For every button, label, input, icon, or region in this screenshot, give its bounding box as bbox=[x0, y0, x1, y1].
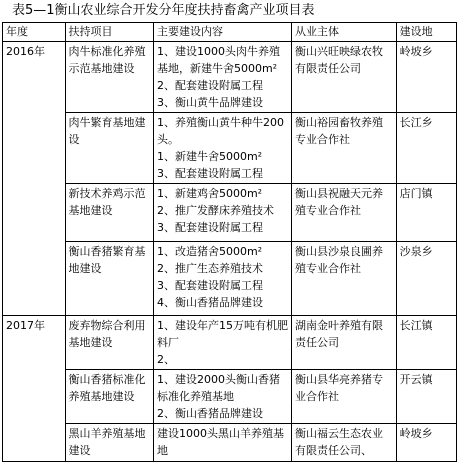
project-cell: 废弃物综合利用基地建设 bbox=[65, 316, 153, 370]
header-content: 主要建设内容 bbox=[153, 23, 291, 42]
site-cell: 店门镇 bbox=[396, 184, 456, 242]
site-cell: 沙泉乡 bbox=[396, 242, 456, 316]
project-cell: 黑山羊养殖基地建设 bbox=[65, 424, 153, 462]
content-cell: 1、建设2000头衡山香猪标准化养殖基地 2、衡山香猪品牌建设 bbox=[153, 370, 291, 424]
content-cell: 建设1000头黑山羊养殖基地 bbox=[153, 424, 291, 462]
site-cell: 岭坡乡 bbox=[396, 424, 456, 462]
table-row bbox=[3, 424, 457, 462]
entity-cell: 衡山县华亮养猪专业合作社 bbox=[291, 370, 396, 424]
table-row bbox=[3, 316, 457, 370]
projects-table bbox=[2, 22, 457, 462]
project-cell: 衡山香猪繁育基地建设 bbox=[65, 242, 153, 316]
header-row bbox=[3, 23, 457, 42]
table-row bbox=[3, 370, 457, 424]
year-cell: 2016年 bbox=[3, 42, 66, 316]
project-cell: 新技术养鸡示范基地建设 bbox=[65, 184, 153, 242]
header-site: 建设地 bbox=[396, 23, 456, 42]
table-title: 表5—1衡山农业综合开发分年度扶持畜禽产业项目表 bbox=[12, 3, 315, 18]
entity-cell: 衡山县沙泉良圃养殖专业合作社 bbox=[291, 242, 396, 316]
entity-cell: 湖南金叶养殖有限责任公司 bbox=[291, 316, 396, 370]
header-entity: 从业主体 bbox=[291, 23, 396, 42]
content-cell: 1、改造猪舍5000m² 2、推广生态养殖技术 3、配套建设附属工程 4、衡山香猪品牌建设 bbox=[153, 242, 291, 316]
entity-cell: 衡山兴旺映绿农牧有限责任公司 bbox=[291, 42, 396, 113]
site-cell: 长江乡 bbox=[396, 113, 456, 184]
header-year: 年度 bbox=[3, 23, 66, 42]
content-cell: 1、建设年产15万吨有机肥料厂 2、 bbox=[153, 316, 291, 370]
entity-cell: 衡山裕园畜牧养殖专业合作社 bbox=[291, 113, 396, 184]
content-cell: 1、建设1000头肉牛养殖基地，新建牛舍5000m² 2、配套建设附属工程 3、衡山黄牛品牌建设 bbox=[153, 42, 291, 113]
site-cell: 开云镇 bbox=[396, 370, 456, 424]
table-row bbox=[3, 42, 457, 113]
entity-cell: 衡山福云生态农业有限责任公司、 bbox=[291, 424, 396, 462]
table-row bbox=[3, 184, 457, 242]
content-cell: 1、养殖衡山黄牛种牛200头。 1、新建牛舍5000m² 3、配套建设附属工程 bbox=[153, 113, 291, 184]
header-project: 扶持项目 bbox=[65, 23, 153, 42]
year-cell: 2017年 bbox=[3, 316, 66, 462]
entity-cell: 衡山县祝融天元养殖专业合作社 bbox=[291, 184, 396, 242]
project-cell: 肉牛标准化养殖示范基地建设 bbox=[65, 42, 153, 113]
table-row bbox=[3, 242, 457, 316]
project-cell: 肉牛繁育基地建设 bbox=[65, 113, 153, 184]
content-cell: 1、新建鸡舍5000m² 2、推广发酵床养殖技术 3、配套建设附属工程 bbox=[153, 184, 291, 242]
site-cell: 长江镇 bbox=[396, 316, 456, 370]
table-row bbox=[3, 113, 457, 184]
project-cell: 衡山香猪标准化养殖基地建设 bbox=[65, 370, 153, 424]
site-cell: 岭坡乡 bbox=[396, 42, 456, 113]
